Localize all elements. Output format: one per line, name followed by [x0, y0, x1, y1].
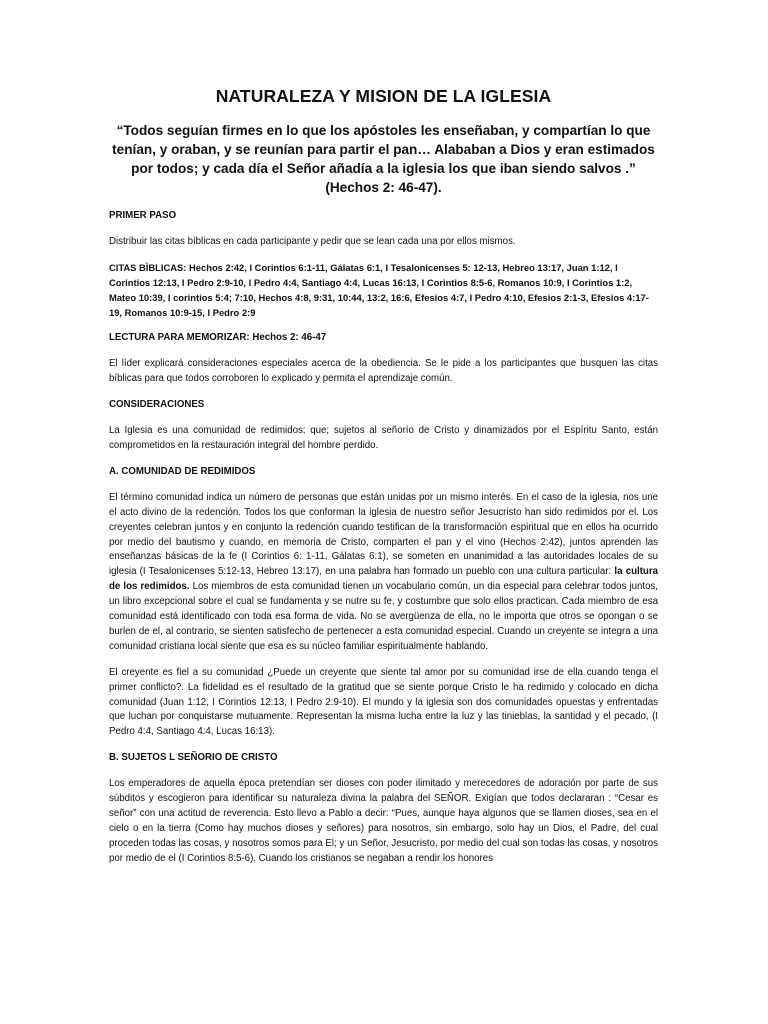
section-a-p1-text: El término comunidad indica un número de personas que están unidas por un mismo interés. En el caso de la iglesia, nos une el acto divino de la redención. Todos los que conforman la iglesia de nuestro señor Jesucristo han sido redimidos por el. Los creyentes celebran juntos y en conjunto la redención cuando testifican de la transformación espiritual que en ellos ha ocurrido por medio del bautismo y cuando, en memoria de Cristo, comparten el pan y el vino (Hechos 2:42), juntos aprenden las enseñanzas básicas de la fe (I Corintios 6: 1-11, Gálatas 6:1), se someten en unanimidad a las autoridades locales de su iglesia (I Tesalonicenses 5:12-13, Hebreo 13:17), en una palabra han formado un pueblo con una cultura particular: — [109, 491, 658, 578]
step-heading: PRIMER PASO — [109, 210, 177, 221]
section-a-paragraph-2: El creyente es fiel a su comunidad ¿Puede un creyente que siente tal amor por su comunidad irse de ella cuando tenga el primer conflicto?. La fidelidad es el resultado de la gratitud que se siente porque Cristo le ha redimido y colocado en dicha comunidad (Juan 1:12, I Corintios 12:13, I Pedro 2:9-10). El mundo y la iglesia son dos comunidades opuestas y enfrentadas que luchan por conquistarse mutuamente. Representan la misma lucha entre la luz y las tinieblas, la santidad y el pecado, (I Pedro 4:4, Santiago 4:4, Lucas 16:13). — [109, 666, 658, 738]
citations-block: CITAS BÌBLICAS: Hechos 2:42, I Corintios 6:1-11, Gálatas 6:1, I Tesalonicenses 5: 12-13, Hebreo 13:17, Juan 1:12, I Corintios 12:13, I Pedro 2:9-10, I Pedro 4:4, Santiago 4:4, Lucas 16:13, I Corintios 8:5-6, Romanos 10:9, I Corintios 1:2, Mateo 10:39, I corintios 5:4; 7:10, Hechos 4:8, 9:31, 10:44, 13:2, 16:6, Efesios 4:7, I Pedro 4:10, Efesios 2:1-3, Efesios 4:17-19, Romanos 10:9-15, I Pedro 2:9 — [109, 261, 649, 318]
document-title: NATURALEZA Y MISION DE LA IGLESIA — [215, 86, 552, 106]
document-page — [109, 86, 658, 878]
section-b-paragraph-1: Los emperadores de aquella época pretendían ser dioses con poder ilimitado y merecedores de adoración por parte de sus súbditos y escogieron para identificar su naturaleza divina la palabra del SEÑOR. Exigían que todos declararan : “Cesar es señor” con una actitud de reverencia. Esto llevo a Pablo a decir: “Pues, aunque haya algunos que se llamen dioses, sea en el cielo o en la tierra (Como hay muchos dioses y señores) para nosotros, sin embargo, solo hay un Dios, el Padre, del cual proceden todas las cosas, y nosotros somos para El; y un Señor, Jesucristo, por medio del cual son todas las cosas, y nosotros por medio de el (I Corintios 8:5-6). Cuando los cristianos se negaban a rendir los honores — [109, 778, 658, 864]
section-a-paragraph-1 — [109, 491, 658, 655]
epigraph-quote: “Todos seguían firmes en lo que los apóstoles les enseñaban, y compartían lo que tenían, y oraban, y se reunían para partir el pan… Alababan a Dios y eran estimados por todos; y cada día el Señor añadía a la iglesia los que iban siendo salvos .” (Hechos 2: 46-47). — [112, 123, 655, 195]
section-a-p1-text-cont: Los miembros de esta comunidad tienen un vocabulario común, un dia especial para celebrar todos juntos, un libro excepcional sobre el cual se fundamenta y se nutre su fe, y costumbre que solo ellos practican. Cada miembro de esa comunidad está identificado con toda esa forma de vida. No se avergüenza de ella, no le importa que otros se opongan o se burlen de el, al contrario, se sienten satisfecho de pertenecer a esta comunidad especial. Cuando un creyente se integra a una comunidad cristiana local siente que esa es su núcleo familiar espiritualmente hablando. — [109, 581, 659, 652]
memorize-heading: LECTURA PARA MEMORIZAR: Hechos 2: 46-47 — [109, 332, 327, 344]
step-text: Distribuir las citas bíblicas en cada participante y pedir que se lean cada una por ellos mismos. — [109, 235, 516, 247]
section-a-p1-bold: la cultura de los redimidos. — [109, 566, 658, 593]
section-b-heading: B. SUJETOS L SEÑORIO DE CRISTO — [109, 752, 278, 764]
section-a-heading: A. COMUNIDAD DE REDIMIDOS — [109, 465, 256, 477]
leader-paragraph: El líder explicará consideraciones especiales acerca de la obediencia. Se le pide a los participantes que busquen las citas bíblicas para que todos corroboren lo explicado y permita el aprendizaje común. — [109, 358, 658, 385]
considerations-heading: CONSIDERACIONES — [109, 399, 205, 411]
considerations-paragraph: La Iglesia es una comunidad de redimidos; que; sujetos al señorío de Cristo y dinamizados por el Espíritu Santo, están comprometidos en la restauración integral del hombre perdido. — [109, 425, 658, 451]
